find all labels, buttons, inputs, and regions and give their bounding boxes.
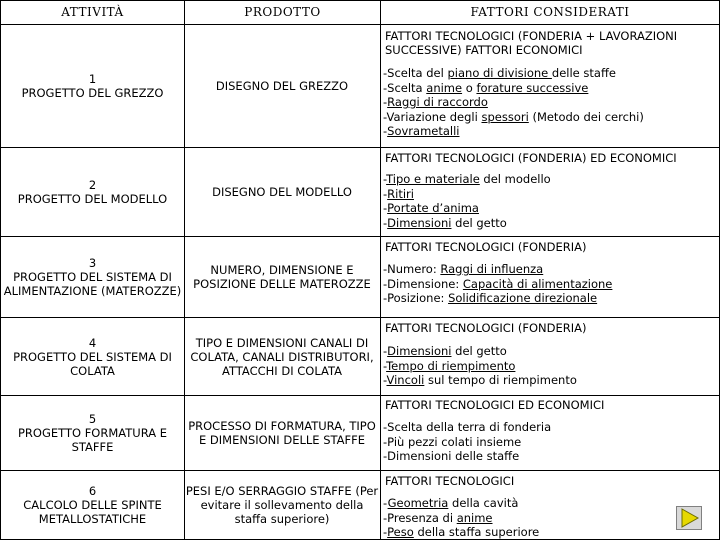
- row5-factors-title: FATTORI TECNOLOGICI ED ECONOMICI: [385, 398, 605, 412]
- list-item: -Ritiri: [383, 186, 414, 201]
- row3-activity: PROGETTO DEL SISTEMA DI ALIMENTAZIONE (MATEROZZE): [3, 270, 182, 298]
- list-item: -Peso della staffa superiore: [383, 525, 540, 539]
- row5-activity-cell: [1, 396, 184, 470]
- list-item: -Sovrametalli: [383, 124, 460, 138]
- row6-factors-list: [383, 496, 717, 540]
- row2-activity-cell: [1, 148, 184, 236]
- list-item: -Posizione: Solidificazione direzionale: [383, 291, 598, 305]
- row5-number: 5: [88, 412, 97, 426]
- row4-activity-cell: [1, 318, 184, 395]
- list-item: -Tempo di riempimento: [383, 358, 516, 373]
- list-item: -Scelta della terra di fonderia: [383, 420, 552, 434]
- row5-product: PROCESSO DI FORMATURA, TIPO E DIMENSIONI DELLE STAFFE: [188, 419, 376, 447]
- row2-number: 2: [88, 178, 97, 192]
- row1-product: DISEGNO DEL GREZZO: [215, 79, 349, 93]
- row6-factors-title: FATTORI TECNOLOGICI: [385, 474, 515, 488]
- col-divider-2: [380, 0, 381, 540]
- row2-factors-list: [383, 172, 717, 230]
- row4-factors-list: [383, 344, 717, 388]
- row2-product: DISEGNO DEL MODELLO: [212, 185, 352, 199]
- header-fattori: FATTORI CONSIDERATI: [470, 5, 630, 19]
- list-item: -Scelta anime o forature successive: [383, 80, 589, 95]
- row3-product: NUMERO, DIMENSIONE E POSIZIONE DELLE MATEROZZE: [193, 263, 371, 291]
- list-item: -Scelta del piano di divisione delle staffe: [383, 66, 616, 80]
- row4-product-cell: [185, 318, 379, 395]
- row1-product-cell: [185, 25, 379, 147]
- list-item: -Dimensioni del getto: [383, 215, 507, 230]
- row5-factors-list: [383, 420, 717, 464]
- list-item: -Vincoli sul tempo di riempimento: [383, 373, 577, 387]
- row2-factors-title: FATTORI TECNOLOGICI (FONDERIA) ED ECONOMICI: [385, 151, 677, 165]
- row2-activity: PROGETTO DEL MODELLO: [17, 192, 168, 206]
- header-attivita: ATTIVITÀ: [61, 5, 124, 19]
- row4-product: TIPO E DIMENSIONI CANALI DI COLATA, CANALI DISTRIBUTORI, ATTACCHI DI COLATA: [190, 335, 374, 378]
- row6-product: PESI E/O SERRAGGIO STAFFE (Per evitare il sollevamento della staffa superiore): [185, 484, 379, 526]
- row4-factors-title: FATTORI TECNOLOGICI (FONDERIA): [385, 321, 587, 335]
- list-item: -Presenza di anime: [383, 510, 493, 525]
- row1-activity-cell: [1, 25, 184, 147]
- row1-number: 1: [88, 72, 97, 86]
- row3-activity-cell: [1, 237, 184, 317]
- list-item: -Tipo e materiale del modello: [383, 172, 551, 186]
- row3-number: 3: [88, 256, 97, 270]
- row2-product-cell: [185, 148, 379, 236]
- row1-factors-list: [383, 66, 717, 139]
- row3-factors-title: FATTORI TECNOLOGICI (FONDERIA): [385, 240, 587, 254]
- row6-activity: CALCOLO DELLE SPINTE METALLOSTATICHE: [23, 498, 162, 526]
- list-item: -Raggi di raccordo: [383, 95, 488, 109]
- row1-activity: PROGETTO DEL GREZZO: [21, 86, 164, 100]
- row4-activity: PROGETTO DEL SISTEMA DI COLATA: [13, 349, 172, 378]
- list-item: -Dimensione: Capacità di alimentazione: [383, 276, 613, 291]
- list-item: -Numero: Raggi di influenza: [383, 262, 544, 276]
- row3-factors-list: [383, 262, 717, 306]
- row1-factors-title: FATTORI TECNOLOGICI (FONDERIA + LAVORAZIONI SUCCESSIVE) FATTORI ECONOMICI: [385, 29, 678, 57]
- row3-product-cell: [185, 237, 379, 317]
- list-item: -Geometria della cavità: [383, 496, 519, 510]
- list-item: -Dimensioni del getto: [383, 344, 507, 358]
- row6-product-cell: [185, 471, 379, 539]
- row6-activity-cell: [1, 471, 184, 539]
- list-item: -Dimensioni delle staffe: [383, 449, 520, 463]
- row4-number: 4: [88, 335, 97, 350]
- list-item: -Variazione degli spessori (Metodo dei cerchi): [383, 109, 644, 124]
- list-item: -Portate d’anima: [383, 201, 479, 215]
- row5-product-cell: [185, 396, 379, 470]
- row5-activity: PROGETTO FORMATURA E STAFFE: [17, 426, 168, 454]
- play-icon[interactable]: [676, 506, 702, 530]
- header-prodotto: PRODOTTO: [244, 5, 321, 19]
- list-item: -Più pezzi colati insieme: [383, 434, 522, 449]
- row6-number: 6: [88, 484, 97, 498]
